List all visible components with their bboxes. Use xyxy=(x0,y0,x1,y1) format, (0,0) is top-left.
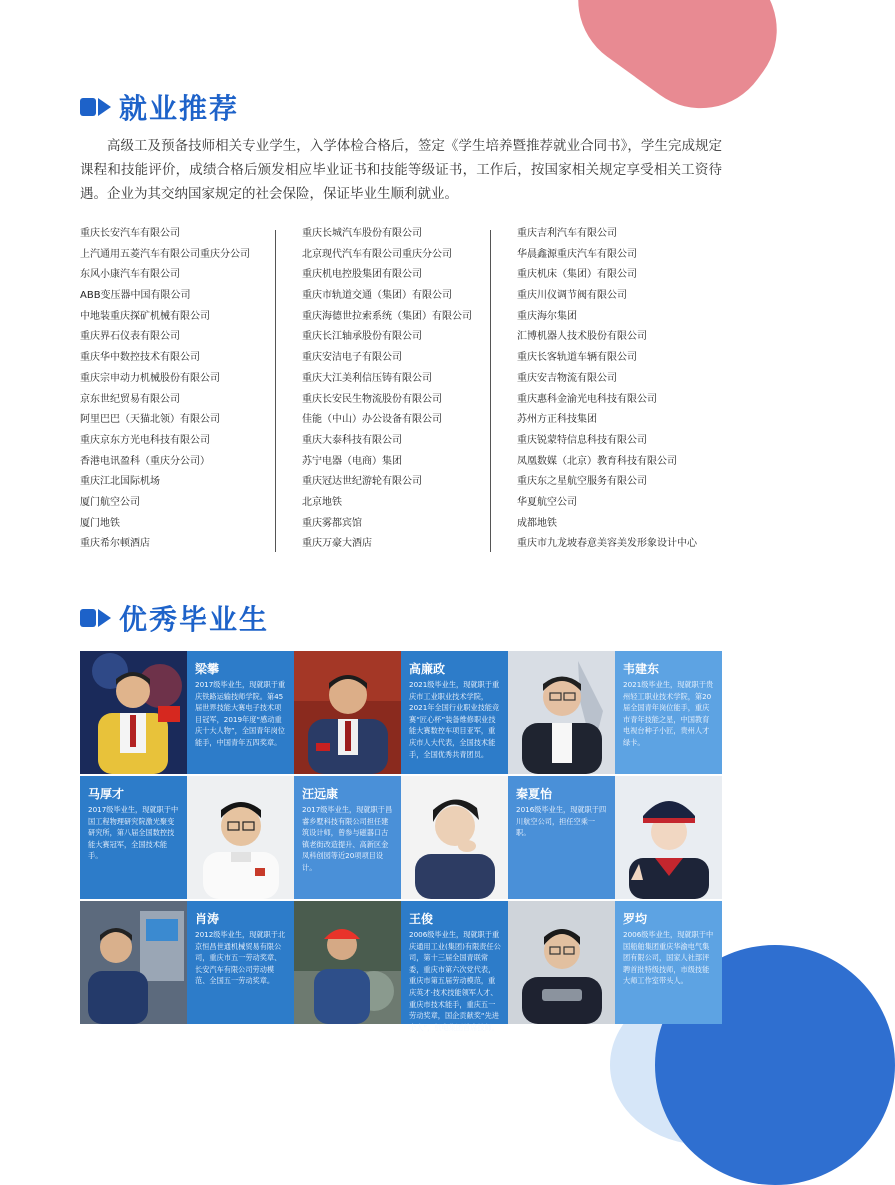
company-item: 佳能（中山）办公设备有限公司 xyxy=(302,414,442,426)
company-item: 重庆机床（集团）有限公司 xyxy=(517,269,637,281)
graduate-grid xyxy=(80,651,722,1032)
graduate-description: 2016级毕业生，现就职于四川航空公司，担任空乘一职。 xyxy=(516,805,607,838)
company-item: 汇博机器人技术股份有限公司 xyxy=(517,331,647,343)
section-title: 就业推荐 xyxy=(119,92,240,125)
graduate-name: 汪远康 xyxy=(302,787,339,801)
graduate-description: 2021级毕业生，现就职于重庆市工业职业技术学院，2021年全国行业职业技能竞赛“匠心杯”装备维修职业技能大赛数控车项目亚军，重庆市人大代表，全国技术能手，全国优秀共青团员。 xyxy=(409,680,500,759)
decorative-pink-shape xyxy=(550,0,804,136)
graduate-name: 罗均 xyxy=(623,912,648,926)
graduate-photo xyxy=(401,776,508,899)
company-item: 重庆吉利汽车有限公司 xyxy=(517,228,617,239)
company-item: 东风小康汽车有限公司 xyxy=(80,269,180,281)
graduate-description: 2021级毕业生，现就职于贵州轻工职业技术学院，第20届全国青年岗位能手，重庆市青年技能之星，中国教育电视台种子小匠，贵州人才绿卡。 xyxy=(623,680,714,747)
graduate-card xyxy=(615,651,722,774)
company-item: 重庆惠科金渝光电科技有限公司 xyxy=(517,393,657,405)
company-list xyxy=(80,224,730,554)
graduate-card xyxy=(401,651,508,774)
company-item: 重庆安吉物流有限公司 xyxy=(517,372,617,384)
company-item: 重庆长客轨道车辆有限公司 xyxy=(517,352,637,364)
company-item: 重庆江北国际机场 xyxy=(80,476,160,488)
company-item: 重庆市轨道交通（集团）有限公司 xyxy=(302,290,452,302)
company-item: 重庆安洁电子有限公司 xyxy=(302,352,402,364)
graduate-photo xyxy=(615,776,722,899)
company-item: 阿里巴巴（天猫北领）有限公司 xyxy=(80,414,220,426)
company-item: 重庆宗申动力机械股份有限公司 xyxy=(80,372,220,384)
section-title: 优秀毕业生 xyxy=(119,603,270,636)
company-item: 重庆大泰科技有限公司 xyxy=(302,434,402,446)
company-item: 重庆长江轴承股份有限公司 xyxy=(302,331,422,343)
company-item: 重庆海尔集团 xyxy=(517,310,577,322)
company-item: 重庆长安汽车有限公司 xyxy=(80,228,180,239)
graduate-card xyxy=(615,901,722,1024)
column-divider xyxy=(275,230,276,552)
graduate-card xyxy=(80,776,187,899)
graduate-card xyxy=(401,901,508,1032)
section-heading-graduates xyxy=(80,598,269,638)
section-heading-employment xyxy=(80,87,239,127)
graduate-card xyxy=(508,776,615,899)
company-item: ABB变压器中国有限公司 xyxy=(80,290,191,302)
company-item: 重庆市九龙坡春意美容美发形象设计中心 xyxy=(517,538,697,550)
company-column xyxy=(302,224,497,555)
company-item: 重庆华中数控技术有限公司 xyxy=(80,352,200,364)
graduate-name: 马厚才 xyxy=(88,787,125,801)
company-item: 重庆海德世拉索系统（集团）有限公司 xyxy=(302,310,472,322)
graduate-photo xyxy=(80,901,187,1024)
company-item: 成都地铁 xyxy=(517,517,557,529)
section-bullet-icon xyxy=(80,609,111,627)
graduate-photo xyxy=(294,651,401,774)
intro-paragraph: 高级工及预备技师相关专业学生，入学体检合格后，签定《学生培养暨推荐就业合同书》，学生完成规定课程和技能评价，成绩合格后颁发相应毕业证书和技能等级证书，工作后，按国家相关规定享受相关工资待遇。企业为其交纳国家规定的社会保险，保证毕业生顺利就业。 xyxy=(80,138,722,202)
graduate-name: 韦建东 xyxy=(623,662,660,676)
company-item: 凤凰数媒（北京）教育科技有限公司 xyxy=(517,455,677,467)
graduate-name: 肖涛 xyxy=(195,912,220,926)
company-item: 上汽通用五菱汽车有限公司重庆分公司 xyxy=(80,248,250,260)
graduate-description: 2017级毕业生，现就职于重庆铁路运输技师学院。第45届世界技能大赛电子技术项目冠军，2019年度“感动重庆十大人物”，全国青年岗位能手，中国青年五四奖章。 xyxy=(195,680,286,747)
company-column xyxy=(80,224,275,555)
company-item: 重庆东之星航空服务有限公司 xyxy=(517,476,647,488)
graduate-photo xyxy=(294,901,401,1024)
graduate-photo xyxy=(80,651,187,774)
section-bullet-icon xyxy=(80,98,111,116)
company-column xyxy=(517,224,737,555)
graduate-description: 2017级毕业生，现就职于昌睿乡墅科技有限公司担任建筑设计师，曾参与磁器口古镇老街改造提升、高新区金凤科创园等近20项项目设计。 xyxy=(302,805,393,872)
company-item: 京东世纪贸易有限公司 xyxy=(80,393,180,405)
graduate-name: 秦夏怡 xyxy=(516,787,553,801)
graduate-description: 2006级毕业生，现就职于中国船舶集团重庆华渝电气集团有限公司，国家人社部评聘首批特级技师，市级技能大师工作室带头人。 xyxy=(623,930,714,986)
graduate-description: 2006级毕业生，现就职于重庆通用工业(集团)有限责任公司，第十三届全国青联常委，重庆市第六次党代表，重庆市第五届劳动模范，重庆英才·技术技能领军人才、重庆市技术能手，重庆五一劳动奖章，国企贡献奖“先进个人”，机电集团首席技师。 xyxy=(409,930,501,1032)
company-item: 重庆界石仪表有限公司 xyxy=(80,331,180,343)
company-item: 香港电讯盈科（重庆分公司） xyxy=(80,455,210,467)
company-item: 北京地铁 xyxy=(302,496,342,508)
graduate-name: 梁攀 xyxy=(195,662,220,676)
company-item: 重庆希尔顿酒店 xyxy=(80,538,150,550)
company-item: 重庆长城汽车股份有限公司 xyxy=(302,228,422,239)
company-item: 重庆雾都宾馆 xyxy=(302,517,362,529)
graduate-photo xyxy=(187,776,294,899)
company-item: 华晨鑫源重庆汽车有限公司 xyxy=(517,248,637,260)
graduate-photo xyxy=(508,901,615,1024)
company-item: 厦门航空公司 xyxy=(80,496,140,508)
company-item: 华夏航空公司 xyxy=(517,496,577,508)
company-item: 北京现代汽车有限公司重庆分公司 xyxy=(302,248,452,260)
company-item: 中地装重庆探矿机械有限公司 xyxy=(80,310,210,322)
company-item: 重庆机电控股集团有限公司 xyxy=(302,269,422,281)
company-item: 重庆锐蒙特信息科技有限公司 xyxy=(517,434,647,446)
company-item: 重庆大江美利信压铸有限公司 xyxy=(302,372,432,384)
graduate-card xyxy=(187,651,294,774)
graduate-description: 2012级毕业生，现就职于北京恒昌世通机械贸易有限公司，重庆市五一劳动奖章、长安汽车有限公司劳动模范、全国五一劳动奖章。 xyxy=(195,930,286,986)
company-item: 重庆长安民生物流股份有限公司 xyxy=(302,393,442,405)
company-item: 厦门地铁 xyxy=(80,517,120,529)
company-item: 重庆川仪调节阀有限公司 xyxy=(517,290,627,302)
company-item: 苏州方正科技集团 xyxy=(517,414,597,426)
graduate-card xyxy=(294,776,401,899)
graduate-name: 高廉政 xyxy=(409,662,446,676)
graduate-photo xyxy=(508,651,615,774)
graduate-name: 王俊 xyxy=(409,912,434,926)
company-item: 重庆万豪大酒店 xyxy=(302,538,372,550)
graduate-description: 2017级毕业生，现就职于中国工程物理研究院激光聚变研究所，第八届全国数控技能大赛冠军，全国技术能手。 xyxy=(88,805,179,861)
company-item: 重庆京东方光电科技有限公司 xyxy=(80,434,210,446)
company-item: 苏宁电器（电商）集团 xyxy=(302,455,402,467)
graduate-card xyxy=(187,901,294,1024)
company-item: 重庆冠达世纪游轮有限公司 xyxy=(302,476,422,488)
